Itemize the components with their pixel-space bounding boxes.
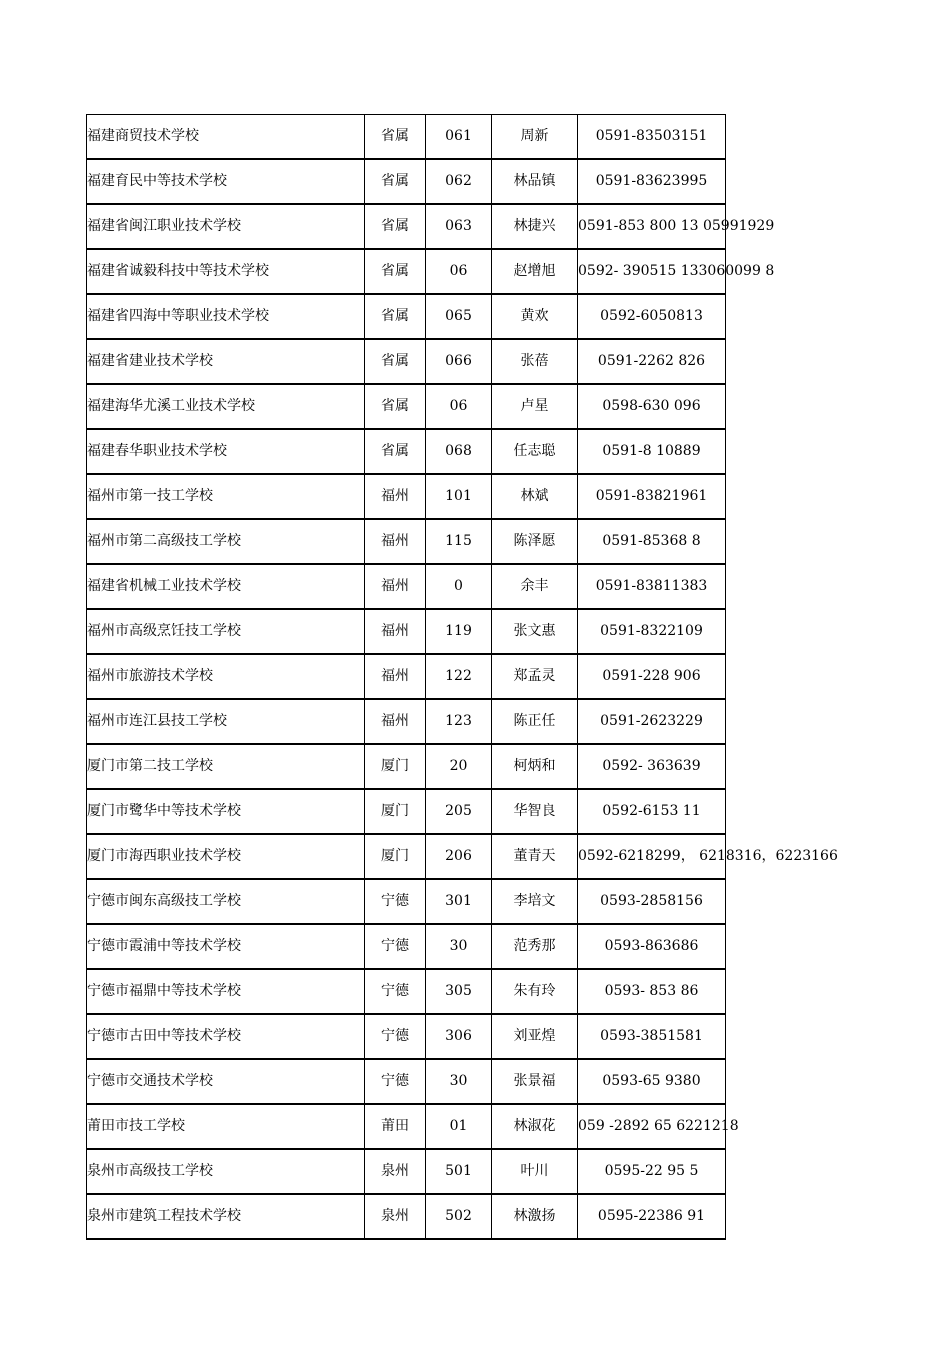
- school-name-cell: 福建商贸技术学校: [87, 115, 365, 160]
- region-cell: 宁德: [365, 879, 426, 924]
- table-row: [87, 115, 726, 160]
- school-code-cell: 115: [426, 519, 492, 564]
- phone-cell: 0591-2623229: [578, 699, 726, 744]
- school-name-cell: 莆田市技工学校: [87, 1104, 365, 1149]
- table-row: [87, 1104, 726, 1149]
- region-cell: 宁德: [365, 1014, 426, 1059]
- table-body: [87, 115, 838, 1240]
- school-name-cell: 福州市连江县技工学校: [87, 699, 365, 744]
- school-name-cell: 泉州市建筑工程技术学校: [87, 1194, 365, 1239]
- school-name-cell: 福州市高级烹饪技工学校: [87, 609, 365, 654]
- region-cell: 福州: [365, 474, 426, 519]
- school-code-cell: 306: [426, 1014, 492, 1059]
- school-code-cell: 061: [426, 115, 492, 160]
- school-code-cell: 0: [426, 564, 492, 609]
- phone-cell: 0592-6050813: [578, 294, 726, 339]
- contact-person-cell: 林品镇: [492, 159, 578, 204]
- school-name-cell: 福建省四海中等职业技术学校: [87, 294, 365, 339]
- school-code-cell: 30: [426, 1059, 492, 1104]
- school-code-cell: 06: [426, 384, 492, 429]
- phone-cell: 0593-2858156: [578, 879, 726, 924]
- phone-cell: 0591-83821961: [578, 474, 726, 519]
- contact-person-cell: 郑孟灵: [492, 654, 578, 699]
- school-name-cell: 宁德市闽东高级技工学校: [87, 879, 365, 924]
- phone-cell: 0593-65 9380: [578, 1059, 726, 1104]
- table-row: [87, 474, 726, 519]
- contact-person-cell: 陈正任: [492, 699, 578, 744]
- phone-cell: 0591-83811383: [578, 564, 726, 609]
- school-name-cell: 福州市旅游技术学校: [87, 654, 365, 699]
- school-name-cell: 厦门市鹭华中等技术学校: [87, 789, 365, 834]
- region-cell: 福州: [365, 699, 426, 744]
- school-name-cell: 福建省诚毅科技中等技术学校: [87, 249, 365, 294]
- phone-cell: 0591-83623995: [578, 159, 726, 204]
- region-cell: 省属: [365, 339, 426, 384]
- school-name-cell: 福建育民中等技术学校: [87, 159, 365, 204]
- table-row: [87, 1059, 726, 1104]
- school-code-cell: 063: [426, 204, 492, 249]
- contact-person-cell: 黄欢: [492, 294, 578, 339]
- school-name-cell: 福建省闽江职业技术学校: [87, 204, 365, 249]
- region-cell: 省属: [365, 294, 426, 339]
- region-cell: 福州: [365, 654, 426, 699]
- phone-cell: 0592-6153 11: [578, 789, 726, 834]
- region-cell: 省属: [365, 429, 426, 474]
- phone-cell: 0595-22 95 5: [578, 1149, 726, 1194]
- region-cell: 福州: [365, 564, 426, 609]
- school-name-cell: 泉州市高级技工学校: [87, 1149, 365, 1194]
- contact-person-cell: 柯炳和: [492, 744, 578, 789]
- phone-cell: 0591-2262 826: [578, 339, 726, 384]
- region-cell: 厦门: [365, 744, 426, 789]
- contact-person-cell: 周新: [492, 115, 578, 160]
- table-row: [87, 834, 726, 879]
- phone-cell: 0592- 390515 133060099 8: [578, 249, 726, 294]
- table-row: [87, 879, 726, 924]
- school-code-cell: 062: [426, 159, 492, 204]
- school-code-cell: 20: [426, 744, 492, 789]
- region-cell: 厦门: [365, 789, 426, 834]
- phone-cell: 0593- 853 86: [578, 969, 726, 1014]
- phone-cell: 0591-8 10889: [578, 429, 726, 474]
- phone-cell: 0592- 363639: [578, 744, 726, 789]
- contact-person-cell: 赵增旭: [492, 249, 578, 294]
- phone-cell: 0595-22386 91: [578, 1194, 726, 1239]
- contact-person-cell: 董青天: [492, 834, 578, 879]
- table-row: [87, 294, 726, 339]
- school-code-cell: 01: [426, 1104, 492, 1149]
- school-name-cell: 福建春华职业技术学校: [87, 429, 365, 474]
- contact-person-cell: 余丰: [492, 564, 578, 609]
- phone-cell: 059 -2892 65 6221218: [578, 1104, 726, 1149]
- table-row: [87, 429, 726, 474]
- region-cell: 厦门: [365, 834, 426, 879]
- region-cell: 省属: [365, 204, 426, 249]
- region-cell: 莆田: [365, 1104, 426, 1149]
- contact-person-cell: 陈泽愿: [492, 519, 578, 564]
- school-name-cell: 福建省建业技术学校: [87, 339, 365, 384]
- table-row: [87, 249, 726, 294]
- region-cell: 宁德: [365, 1059, 426, 1104]
- table-row: [87, 1194, 726, 1239]
- region-cell: 福州: [365, 609, 426, 654]
- table-row: [87, 519, 726, 564]
- school-name-cell: 宁德市交通技术学校: [87, 1059, 365, 1104]
- school-name-cell: 福建省机械工业技术学校: [87, 564, 365, 609]
- region-cell: 泉州: [365, 1149, 426, 1194]
- school-name-cell: 厦门市第二技工学校: [87, 744, 365, 789]
- school-code-cell: 065: [426, 294, 492, 339]
- table-row: [87, 609, 726, 654]
- contact-person-cell: 林斌: [492, 474, 578, 519]
- school-name-cell: 宁德市霞浦中等技术学校: [87, 924, 365, 969]
- phone-cell: 0591-83503151: [578, 115, 726, 160]
- contact-person-cell: 卢星: [492, 384, 578, 429]
- contact-person-cell: 任志聪: [492, 429, 578, 474]
- school-code-cell: 066: [426, 339, 492, 384]
- contact-person-cell: 张文惠: [492, 609, 578, 654]
- school-code-cell: 06: [426, 249, 492, 294]
- school-code-cell: 301: [426, 879, 492, 924]
- contact-person-cell: 朱有玲: [492, 969, 578, 1014]
- table-row: [87, 744, 726, 789]
- table-row: [87, 384, 726, 429]
- table-row: [87, 204, 726, 249]
- contact-person-cell: 范秀那: [492, 924, 578, 969]
- region-cell: 省属: [365, 249, 426, 294]
- table-row: [87, 924, 726, 969]
- table-row: [87, 564, 726, 609]
- region-cell: 省属: [365, 384, 426, 429]
- table-row: [87, 969, 726, 1014]
- phone-cell: 0593-863686: [578, 924, 726, 969]
- phone-cell: 0591-85368 8: [578, 519, 726, 564]
- region-cell: 省属: [365, 159, 426, 204]
- region-cell: 省属: [365, 115, 426, 160]
- phone-cell: 0593-3851581: [578, 1014, 726, 1059]
- phone-cell: 0598-630 096: [578, 384, 726, 429]
- table-row: [87, 654, 726, 699]
- table-row: [87, 159, 726, 204]
- table-row: [87, 699, 726, 744]
- school-code-cell: 119: [426, 609, 492, 654]
- school-code-cell: 502: [426, 1194, 492, 1239]
- phone-cell: 0591-228 906: [578, 654, 726, 699]
- school-name-cell: 福建海华尤溪工业技术学校: [87, 384, 365, 429]
- school-code-cell: 305: [426, 969, 492, 1014]
- contact-person-cell: 刘亚煌: [492, 1014, 578, 1059]
- contact-person-cell: 华智良: [492, 789, 578, 834]
- school-code-cell: 101: [426, 474, 492, 519]
- contact-person-cell: 林激扬: [492, 1194, 578, 1239]
- school-code-cell: 068: [426, 429, 492, 474]
- school-code-cell: 501: [426, 1149, 492, 1194]
- contact-person-cell: 李培文: [492, 879, 578, 924]
- region-cell: 福州: [365, 519, 426, 564]
- school-name-cell: 福州市第二高级技工学校: [87, 519, 365, 564]
- school-code-cell: 122: [426, 654, 492, 699]
- table-row: [87, 1014, 726, 1059]
- table-row: [87, 1149, 726, 1194]
- contact-person-cell: 张蓓: [492, 339, 578, 384]
- region-cell: 宁德: [365, 924, 426, 969]
- phone-cell: 0591-853 800 13 05991929: [578, 204, 726, 249]
- contact-person-cell: 林淑花: [492, 1104, 578, 1149]
- school-name-cell: 福州市第一技工学校: [87, 474, 365, 519]
- phone-cell: 0591-8322109: [578, 609, 726, 654]
- region-cell: 宁德: [365, 969, 426, 1014]
- contact-person-cell: 林捷兴: [492, 204, 578, 249]
- school-code-cell: 30: [426, 924, 492, 969]
- phone-cell: 0592-6218299， 6218316，6223166: [578, 834, 726, 879]
- region-cell: 泉州: [365, 1194, 426, 1239]
- school-code-cell: 123: [426, 699, 492, 744]
- school-code-cell: 205: [426, 789, 492, 834]
- school-name-cell: 宁德市古田中等技术学校: [87, 1014, 365, 1059]
- table-row: [87, 339, 726, 384]
- contact-person-cell: 叶川: [492, 1149, 578, 1194]
- school-name-cell: 厦门市海西职业技术学校: [87, 834, 365, 879]
- school-name-cell: 宁德市福鼎中等技术学校: [87, 969, 365, 1014]
- table-row: [87, 789, 726, 834]
- school-code-cell: 206: [426, 834, 492, 879]
- contact-person-cell: 张景福: [492, 1059, 578, 1104]
- school-contact-table: [86, 114, 838, 1240]
